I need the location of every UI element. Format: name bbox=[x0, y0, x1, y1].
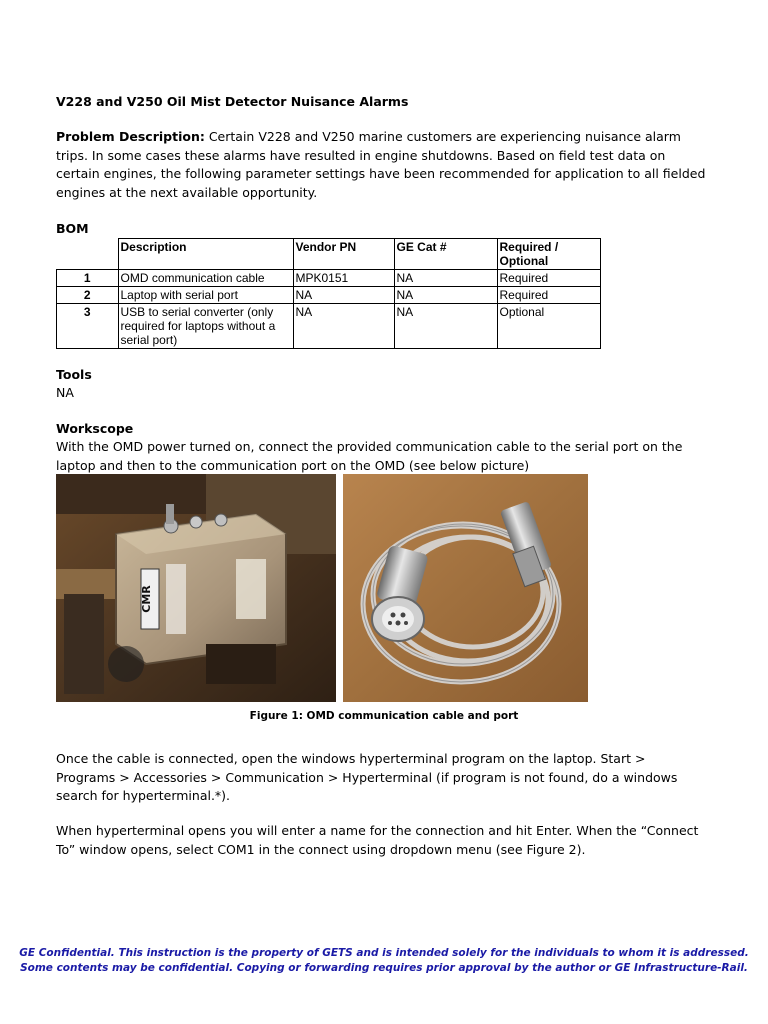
footer-line-1: GE Confidential. This instruction is the property of GETS and is intended solely for the individuals to whom it is addressed. bbox=[19, 947, 749, 959]
cmr-label: CMR bbox=[140, 585, 153, 613]
bom-cell-vendor-pn: MPK0151 bbox=[293, 270, 394, 287]
bom-header-blank bbox=[57, 239, 119, 270]
bom-cell-vendor-pn: NA bbox=[293, 304, 394, 349]
hyperterminal-paragraph: Once the cable is connected, open the windows hyperterminal program on the laptop. Start > Programs > Accessories > Communication > Hyperterminal (if program is not found, do a windows search for hyperterminal.*). bbox=[56, 751, 678, 803]
bom-header-required: Required / Optional bbox=[497, 239, 600, 270]
table-row bbox=[57, 304, 601, 349]
bom-heading: BOM bbox=[56, 221, 89, 236]
document-title: V228 and V250 Oil Mist Detector Nuisance Alarms bbox=[56, 94, 409, 109]
bom-row-number: 2 bbox=[57, 287, 119, 304]
bom-cell-ge-cat: NA bbox=[394, 287, 497, 304]
communication-cable-photo bbox=[343, 474, 588, 702]
problem-text: Certain V228 and V250 marine customers are experiencing nuisance alarm trips. In some cases these alarms have resulted in engine shutdowns. Based on field test data on certain engines, the following parameter settings have been recommended for application to all fielded engines at the next available opportunity. bbox=[56, 129, 706, 200]
bom-header-vendor-pn: Vendor PN bbox=[293, 239, 394, 270]
problem-description bbox=[56, 128, 706, 202]
table-row bbox=[57, 270, 601, 287]
bom-header-description: Description bbox=[118, 239, 293, 270]
bom-cell-description: Laptop with serial port bbox=[118, 287, 293, 304]
bom-cell-required: Required bbox=[497, 287, 600, 304]
bom-cell-required: Optional bbox=[497, 304, 600, 349]
workscope-heading: Workscope bbox=[56, 421, 134, 436]
footer-line-2: Some contents may be confidential. Copying or forwarding requires prior approval by the author or GE Infrastructure-Rail. bbox=[20, 962, 748, 974]
bom-header-ge-cat: GE Cat # bbox=[394, 239, 497, 270]
omd-device-photo bbox=[56, 474, 336, 702]
tools-heading: Tools bbox=[56, 367, 92, 382]
bom-cell-ge-cat: NA bbox=[394, 304, 497, 349]
bom-table bbox=[56, 238, 601, 349]
bom-cell-required: Required bbox=[497, 270, 600, 287]
confidential-footer bbox=[0, 946, 768, 976]
bom-cell-vendor-pn: NA bbox=[293, 287, 394, 304]
bom-cell-ge-cat: NA bbox=[394, 270, 497, 287]
tools-text: NA bbox=[56, 385, 74, 400]
connect-paragraph: When hyperterminal opens you will enter a name for the connection and hit Enter. When the “Connect To” window opens, select COM1 in the connect using dropdown menu (see Figure 2). bbox=[56, 823, 699, 857]
table-row bbox=[57, 287, 601, 304]
bom-row-number: 1 bbox=[57, 270, 119, 287]
figure-caption: Figure 1: OMD communication cable and port bbox=[249, 710, 519, 722]
workscope-text: With the OMD power turned on, connect the provided communication cable to the serial port on the laptop and then to the communication port on the OMD (see below picture) bbox=[56, 439, 683, 473]
problem-label: Problem Description: bbox=[56, 129, 205, 144]
bom-cell-description: USB to serial converter (only required for laptops without a serial port) bbox=[118, 304, 293, 349]
bom-header-row bbox=[57, 239, 601, 270]
bom-cell-description: OMD communication cable bbox=[118, 270, 293, 287]
bom-row-number: 3 bbox=[57, 304, 119, 349]
